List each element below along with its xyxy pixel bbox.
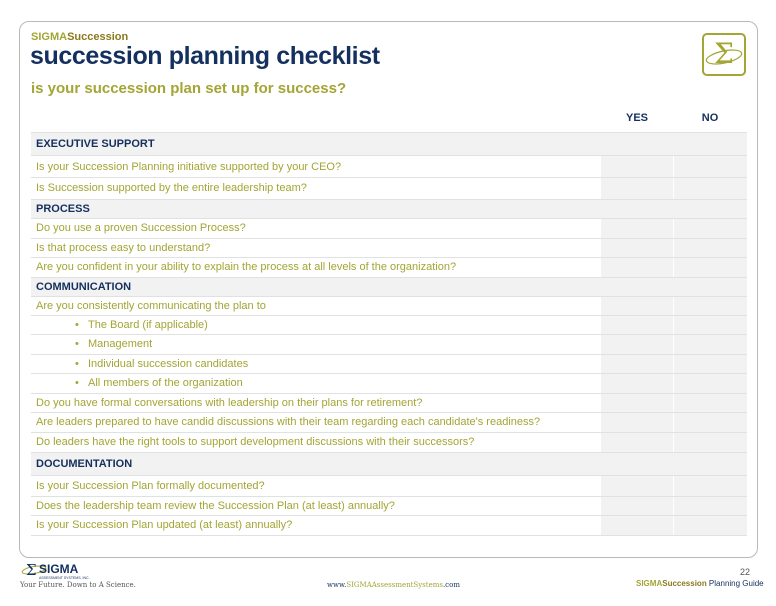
checklist-row: Is your Succession Plan updated (at least) annually?	[31, 515, 747, 536]
yes-cell[interactable]	[601, 476, 673, 496]
svg-text:Σ: Σ	[26, 561, 37, 579]
no-cell[interactable]	[674, 355, 747, 373]
checklist-row: • Individual succession candidates	[31, 354, 747, 373]
checklist-row: Is that process easy to understand?	[31, 238, 747, 257]
brand-label: SIGMASuccession	[31, 31, 129, 43]
yes-cell[interactable]	[601, 335, 673, 354]
yes-cell[interactable]	[601, 219, 673, 238]
checklist-row: Do you use a proven Succession Process?	[31, 218, 747, 238]
footer-guide-title: SIGMASuccession Planning Guide	[636, 579, 764, 588]
checklist-row: Does the leadership team review the Succession Plan (at least) annually?	[31, 496, 747, 515]
no-cell[interactable]	[674, 297, 747, 315]
no-cell[interactable]	[674, 476, 747, 496]
yes-cell[interactable]	[601, 516, 673, 535]
yes-cell[interactable]	[601, 374, 673, 393]
no-cell[interactable]	[674, 239, 747, 257]
checklist-row: • All members of the organization	[31, 373, 747, 393]
yes-cell[interactable]	[601, 297, 673, 315]
yes-cell[interactable]	[601, 239, 673, 257]
no-cell[interactable]	[674, 258, 747, 277]
yes-cell[interactable]	[601, 433, 673, 452]
page-number: 22	[740, 567, 751, 577]
yes-cell[interactable]	[601, 497, 673, 515]
footer-tagline: Your Future. Down to A Science.	[20, 581, 136, 589]
checklist-row: Is your Succession Planning initiative supported by your CEO?	[31, 155, 747, 177]
no-cell[interactable]	[674, 433, 747, 452]
column-yes-header: YES	[625, 112, 648, 124]
no-cell[interactable]	[674, 394, 747, 412]
section-communication: COMMUNICATION	[31, 277, 747, 296]
section-executive-support: EXECUTIVE SUPPORT	[31, 132, 747, 155]
checklist-row: Is your Succession Plan formally documented?	[31, 475, 747, 496]
yes-cell[interactable]	[601, 258, 673, 277]
svg-text:ASSESSMENT SYSTEMS, INC.: ASSESSMENT SYSTEMS, INC.	[39, 576, 90, 580]
yes-cell[interactable]	[601, 316, 673, 334]
no-cell[interactable]	[674, 178, 747, 199]
column-no-header: NO	[701, 112, 719, 124]
no-cell[interactable]	[674, 374, 747, 393]
checklist-row: Is Succession supported by the entire leadership team?	[31, 177, 747, 199]
checklist-row: • Management	[31, 334, 747, 354]
no-cell[interactable]	[674, 156, 747, 177]
yes-cell[interactable]	[601, 413, 673, 432]
yes-cell[interactable]	[601, 156, 673, 177]
svg-text:Σ: Σ	[714, 37, 734, 70]
no-cell[interactable]	[674, 413, 747, 432]
no-cell[interactable]	[674, 335, 747, 354]
checklist-row: Are you confident in your ability to explain the process at all levels of the organization?	[31, 257, 747, 277]
checklist-row: • The Board (if applicable)	[31, 315, 747, 334]
checklist-row: Do leaders have the right tools to support development discussions with their successors?	[31, 432, 747, 452]
page-title: succession planning checklist	[30, 42, 380, 70]
no-cell[interactable]	[674, 316, 747, 334]
checklist-row: Do you have formal conversations with leadership on their plans for retirement?	[31, 393, 747, 412]
sigma-globe-icon	[702, 33, 746, 76]
page-subtitle: is your succession plan set up for success?	[31, 80, 347, 97]
no-cell[interactable]	[674, 516, 747, 535]
yes-cell[interactable]	[601, 355, 673, 373]
section-documentation: DOCUMENTATION	[31, 452, 747, 475]
yes-cell[interactable]	[601, 178, 673, 199]
yes-cell[interactable]	[601, 394, 673, 412]
checklist-row: Are you consistently communicating the plan to	[31, 296, 747, 315]
section-process: PROCESS	[31, 199, 747, 218]
footer-url[interactable]: www.SIGMAAssessmentSystems.com	[327, 581, 460, 589]
checklist-row: Are leaders prepared to have candid discussions with their team regarding each candidate's readiness?	[31, 412, 747, 432]
no-cell[interactable]	[674, 219, 747, 238]
svg-text:SIGMA: SIGMA	[39, 562, 79, 576]
no-cell[interactable]	[674, 497, 747, 515]
